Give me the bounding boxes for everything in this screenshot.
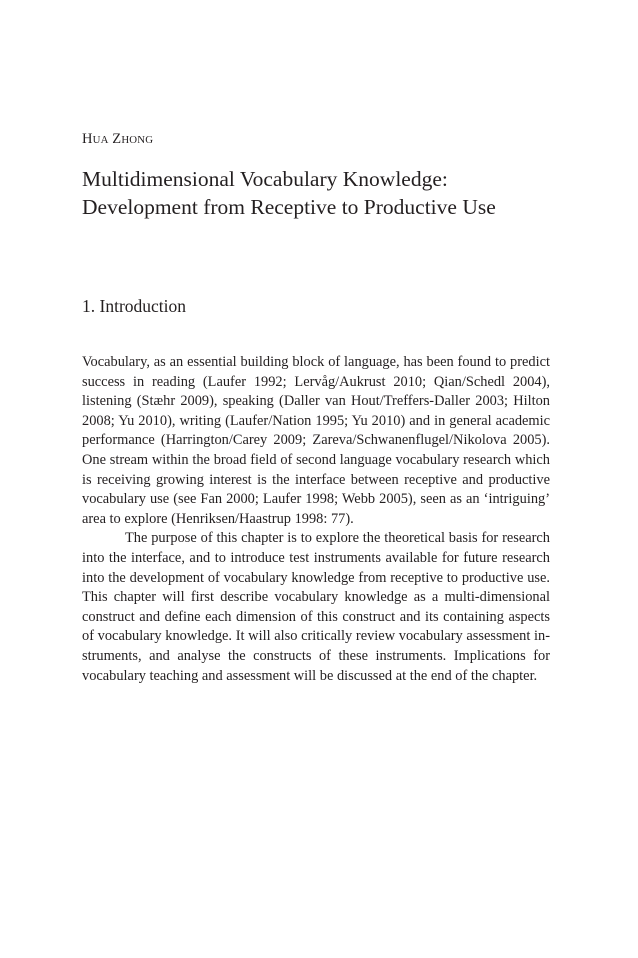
- chapter-title-line-1: Multidimensional Vocabulary Knowledge:: [82, 167, 448, 191]
- chapter-title: [82, 165, 562, 221]
- body-paragraph-2: The purpose of this chapter is to explore the theoretical basis for research into the interface, and to introduce test instruments available for future research into the development of vocabulary knowledge from receptive to productive use. This chapter will first describe vocabulary knowledge as a multi-dimensional construct and define each dimension of this construct and its containing aspects of vocabulary knowledge. It will also critically review vocabulary assessment instruments, and analyse the constructs of these instruments. Implications for vocabulary teaching and assessment will be discussed at the end of the chapter.: [82, 530, 550, 684]
- body-paragraph-1: Vocabulary, as an essential building block of language, has been found to predict success in reading (Laufer 1992; Lervåg/Aukrust 2010; Qian/Schedl 2004), listening (Stæhr 2009), speaking (Daller van Hout/Treffers-Daller 2003; Hilton 2008; Yu 2010), writing (Laufer/​Nation 1995; Yu 2010) and in general academic performance (Harrington/Carey 2009; Zareva/Schwanenflugel/Nikolova 2005). One stream within the broad field of second language vocabulary research which is receiving growing interest is the interface between receptive and productive vocabulary use (see Fan 2000; Laufer 1998; Webb 2005), seen as an ‘intriguing’ area to explore (Henriksen/​Haastrup 1998: 77).: [82, 354, 550, 527]
- chapter-title-line-2: Development from Receptive to Productive Use: [82, 195, 496, 219]
- chapter-author: [82, 131, 153, 148]
- author-last-initial: Z: [112, 131, 122, 147]
- author-first-rest: UA: [92, 134, 109, 146]
- section-heading: 1. Introduction: [82, 296, 187, 316]
- author-last-rest: HONG: [121, 134, 154, 146]
- author-first-initial: H: [82, 131, 93, 147]
- chapter-body: [82, 353, 550, 686]
